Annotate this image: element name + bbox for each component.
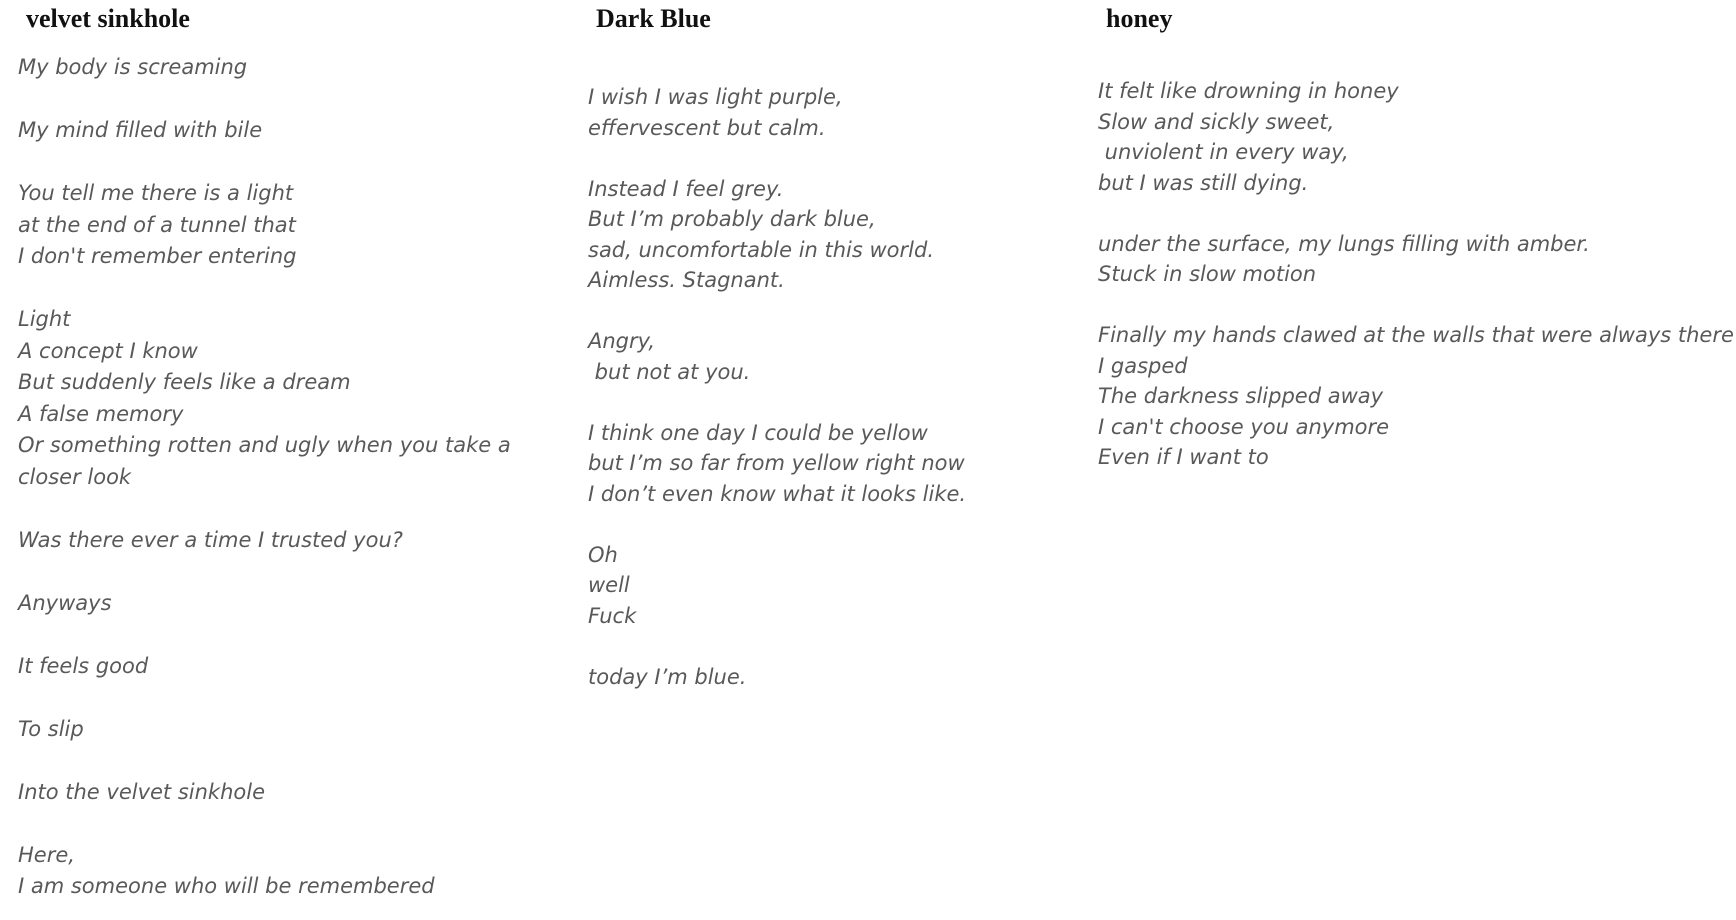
poem-title: velvet sinkhole — [26, 4, 190, 33]
poem-body: It felt like drowning in honey Slow and sickly sweet, unviolent in every way, but I was still dying. under the surface, my lungs filling with amber. Stuck in slow motion Finally my hands clawed at the walls that were always there I gasped The darkness slipped away I can't choose you anymore Even if I want to — [1098, 79, 1734, 469]
poem-body: I wish I was light purple, effervescent but calm. Instead I feel grey. But I’m probably dark blue, sad, uncomfortable in this world. Aimless. Stagnant. Angry, but not at you. I think one day I could be yellow but I’m so far from yellow right now I don’t even know what it looks like. Oh well Fuck today I’m blue. — [588, 85, 967, 689]
poem-body: My body is screaming My mind filled with bile You tell me there is a light at the end of a tunnel that I don't remember entering Light A concept I know But suddenly feels like a dream A false memory Or something rotten and ugly when you take a closer look Was there ever a time I trusted you? Anyways It feels good To slip Into the velvet sinkhole Here, I am someone who will be remembered — [18, 55, 511, 898]
poem-title: Dark Blue — [596, 4, 711, 33]
poem-title: honey — [1106, 4, 1173, 33]
